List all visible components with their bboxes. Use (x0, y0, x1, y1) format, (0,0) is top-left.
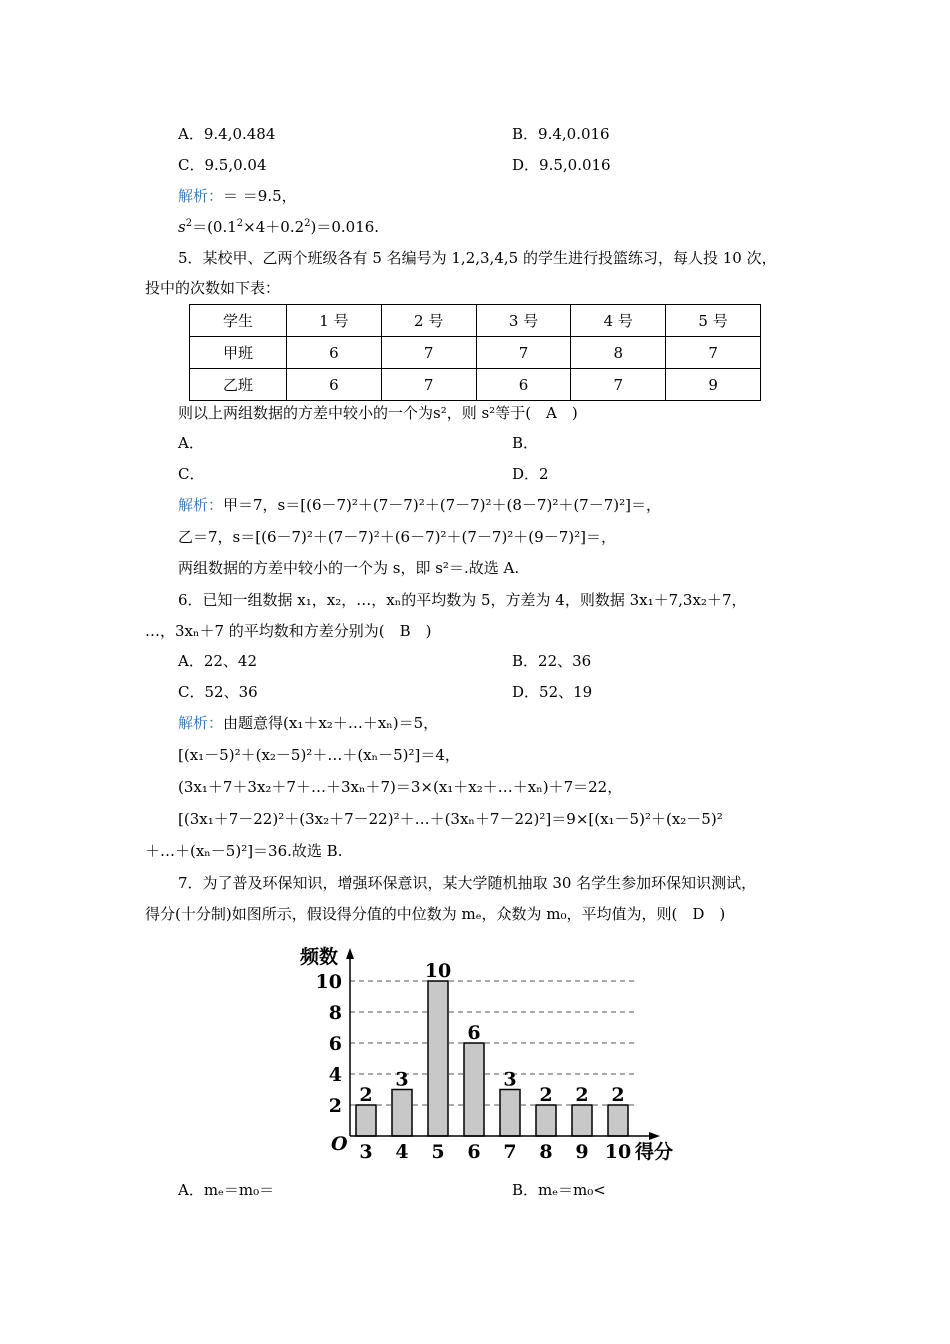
bar-value-label: 10 (424, 960, 452, 982)
bar-value-label: 6 (467, 1022, 481, 1044)
x-tick-label: 10 (604, 1141, 632, 1163)
q5-stem-line2: 投中的次数如下表： (145, 279, 281, 297)
bar (392, 1090, 412, 1137)
table-cell: 7 (381, 337, 476, 369)
q7-option-a: A．mₑ＝m₀＝ (178, 1181, 275, 1199)
bar-value-label: 2 (539, 1084, 553, 1106)
q6-analysis-line4: [(3x₁＋7－22)²＋(3x₂＋7－22)²＋…＋(3xₙ＋7－22)²]＝9×[(x₁－5)²＋(x₂－5)² (178, 810, 723, 828)
q5-analysis-line2: 乙＝7，s＝[(6－7)²＋(7－7)²＋(6－7)²＋(7－7)²＋(9－7)²]＝， (178, 528, 616, 546)
table-cell: 9 (666, 369, 761, 401)
q5-question-line: 则以上两组数据的方差中较小的一个为s²，则 s²等于( A ) (178, 404, 578, 422)
x-tick-label: 4 (395, 1141, 409, 1163)
q6-analysis-line3: (3x₁＋7＋3x₂＋7＋…＋3xₙ＋7)＝3×(x₁＋x₂＋…＋xₙ)＋7＝22， (178, 778, 623, 796)
bar (536, 1105, 556, 1136)
q6-option-c: C．52、36 (178, 683, 258, 701)
q6-analysis (178, 713, 438, 733)
bar (500, 1090, 520, 1137)
bar (428, 981, 448, 1136)
q5-analysis (178, 495, 661, 515)
table-header-cell: 5 号 (666, 305, 761, 337)
bar-value-label: 3 (503, 1068, 517, 1091)
table-row (190, 369, 761, 401)
bar-value-label: 2 (359, 1084, 373, 1106)
table-header-cell: 2 号 (381, 305, 476, 337)
analysis-label: 解析： (178, 187, 224, 205)
scores-table (189, 304, 761, 401)
bar-value-label: 2 (611, 1084, 625, 1106)
bar (608, 1105, 628, 1136)
q6-analysis-line5: ＋…＋(xₙ－5)²]＝36.故选 B. (145, 842, 343, 860)
q6-option-a: A．22、42 (178, 652, 258, 670)
q7-option-b: B．mₑ＝m₀< (512, 1181, 606, 1199)
frequency-bar-chart (295, 938, 695, 1170)
q5-stem-line1: 5．某校甲、乙两个班级各有 5 名编号为 1,2,3,4,5 的学生进行投篮练习，每人投 10 次， (178, 249, 777, 267)
q6-stem-line2: …，3xₙ＋7 的平均数和方差分别为( B ) (145, 622, 432, 640)
bar (464, 1043, 484, 1136)
x-tick-label: 6 (467, 1141, 481, 1163)
table-header-cell: 4 号 (571, 305, 666, 337)
origin-label: O (331, 1133, 348, 1155)
q5-option-b: B． (512, 434, 539, 452)
q6-option-d: D．52、19 (512, 683, 593, 701)
bar (572, 1105, 592, 1136)
q7-stem-line1: 7．为了普及环保知识，增强环保意识，某大学随机抽取 30 名学生参加环保知识测试， (178, 874, 757, 892)
q6-stem-line1: 6．已知一组数据 x₁，x₂，…，xₙ的平均数为 5，方差为 4，则数据 3x₁＋7,3x₂＋7， (178, 591, 747, 609)
q5-option-a: A． (178, 434, 204, 452)
table-cell: 8 (571, 337, 666, 369)
q5-option-d: D．2 (512, 465, 549, 483)
q6-option-b: B．22、36 (512, 652, 592, 670)
table-row (190, 337, 761, 369)
analysis-label: 解析： (178, 714, 224, 732)
q4-analysis-line2: $s^2=(0.1^2\times 4+0.2^2)=0.016$. (178, 218, 380, 236)
x-tick-label: 8 (539, 1141, 553, 1163)
q5-analysis-line1: 甲＝7，s＝[(6－7)²＋(7－7)²＋(7－7)²＋(8－7)²＋(7－7)²]＝， (223, 496, 661, 514)
table-cell: 6 (286, 369, 381, 401)
table-cell: 6 (476, 369, 571, 401)
table-cell: 7 (476, 337, 571, 369)
q4-option-c: C．9.5,0.04 (178, 156, 267, 174)
y-tick-label: 4 (328, 1064, 342, 1086)
y-tick-label: 6 (328, 1033, 342, 1055)
table-header-cell: 学生 (190, 305, 287, 337)
y-tick-label: 8 (328, 1002, 342, 1024)
q4-option-a: A．9.4,0.484 (178, 125, 276, 143)
q6-analysis-line2: [(x₁－5)²＋(x₂－5)²＋…＋(xₙ－5)²]＝4， (178, 746, 460, 764)
q5-analysis-line3: 两组数据的方差中较小的一个为 s，即 s²＝.故选 A. (178, 559, 520, 577)
x-tick-label: 9 (575, 1141, 589, 1163)
bar (356, 1105, 376, 1136)
table-cell: 7 (571, 369, 666, 401)
q6-analysis-line1: 由题意得(x₁＋x₂＋…＋xₙ)＝5， (223, 714, 439, 732)
x-tick-label: 5 (431, 1141, 445, 1163)
q7-stem-line2: 得分(十分制)如图所示，假设得分值的中位数为 mₑ，众数为 m₀，平均值为，则( D ) (145, 905, 726, 923)
y-axis-label: 频数 (300, 946, 339, 968)
table-cell: 甲班 (190, 337, 287, 369)
q4-option-d: D．9.5,0.016 (512, 156, 611, 174)
y-tick-label: 10 (315, 971, 342, 993)
table-cell: 7 (381, 369, 476, 401)
q4-option-b: B．9.4,0.016 (512, 125, 610, 143)
table-cell: 7 (666, 337, 761, 369)
x-tick-label: 3 (359, 1141, 373, 1163)
q4-analysis (178, 186, 297, 206)
table-cell: 乙班 (190, 369, 287, 401)
q4-analysis-line1: ＝ ＝9.5， (223, 187, 297, 205)
table-header-row (190, 305, 761, 337)
table-header-cell: 1 号 (286, 305, 381, 337)
analysis-label: 解析： (178, 496, 224, 514)
bar-value-label: 2 (575, 1084, 589, 1106)
x-axis-arrow (649, 1132, 660, 1140)
x-axis-label: 得分 (635, 1141, 674, 1163)
table-cell: 6 (286, 337, 381, 369)
q5-option-c: C． (178, 465, 205, 483)
table-header-cell: 3 号 (476, 305, 571, 337)
x-tick-label: 7 (503, 1141, 517, 1163)
bar-value-label: 3 (395, 1068, 409, 1091)
y-tick-label: 2 (328, 1095, 342, 1117)
y-axis-arrow (346, 948, 354, 959)
